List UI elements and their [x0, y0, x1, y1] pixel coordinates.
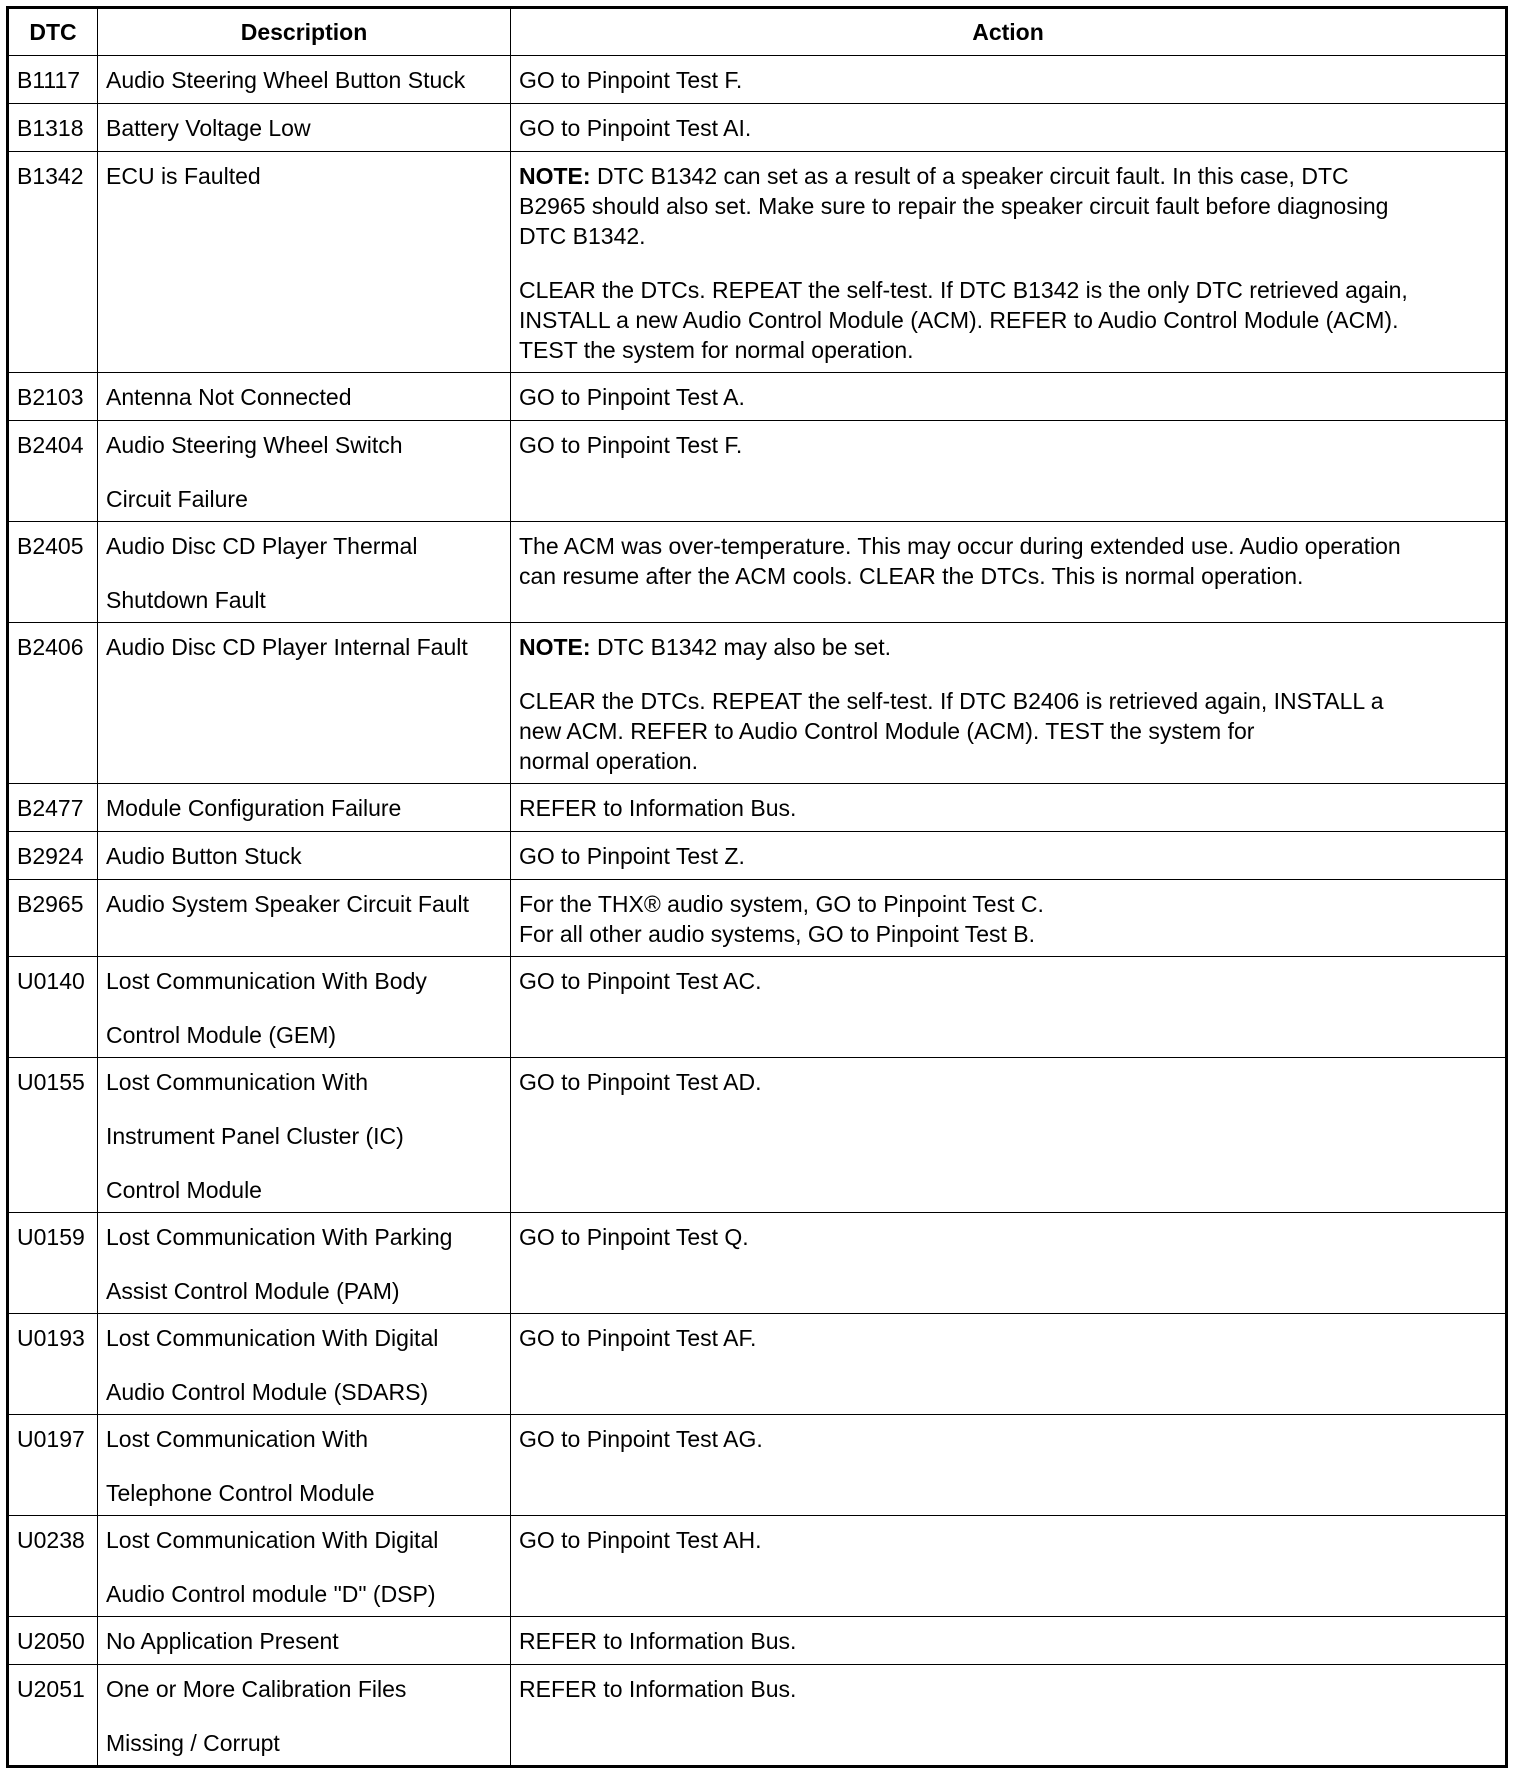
table-row — [8, 784, 1507, 832]
action-line — [519, 889, 1497, 919]
action-cell — [511, 1415, 1507, 1516]
action-paragraph — [519, 1067, 1497, 1097]
action-paragraph — [519, 113, 1497, 143]
action-paragraph — [519, 1674, 1497, 1704]
action-cell — [511, 880, 1507, 957]
action-cell — [511, 1058, 1507, 1213]
description-line: Control Module (GEM) — [106, 1022, 337, 1048]
action-line — [519, 1323, 1497, 1353]
description-cell — [98, 784, 511, 832]
action-text: DTC B1342 can set as a result of a speaker circuit fault. In this case, DTC — [590, 163, 1349, 189]
description-line: Audio Button Stuck — [106, 843, 302, 869]
description-line: Circuit Failure — [106, 486, 248, 512]
action-text: DTC B1342. — [519, 223, 646, 249]
dtc-code-cell: U0238 — [8, 1516, 98, 1617]
action-text: GO to Pinpoint Test AI. — [519, 115, 752, 141]
action-text: For the THX® audio system, GO to Pinpoint Test C. — [519, 891, 1044, 917]
dtc-code-cell: U0140 — [8, 957, 98, 1058]
action-cell — [511, 1314, 1507, 1415]
description-cell — [98, 373, 511, 421]
action-line — [519, 841, 1497, 871]
description-line: Control Module — [106, 1177, 262, 1203]
action-line — [519, 1626, 1497, 1656]
action-cell — [511, 152, 1507, 373]
description-line: No Application Present — [106, 1628, 339, 1654]
action-line — [519, 1674, 1497, 1704]
action-text: B2965 should also set. Make sure to repair the speaker circuit fault before diagnosing — [519, 193, 1389, 219]
description-cell — [98, 56, 511, 104]
table-row — [8, 1665, 1507, 1767]
action-cell — [511, 957, 1507, 1058]
action-paragraph — [519, 1626, 1497, 1656]
action-cell — [511, 784, 1507, 832]
table-row — [8, 1314, 1507, 1415]
description-line: Instrument Panel Cluster (IC) — [106, 1123, 404, 1149]
table-row — [8, 623, 1507, 784]
action-text: GO to Pinpoint Test AH. — [519, 1527, 762, 1553]
action-text: GO to Pinpoint Test F. — [519, 67, 743, 93]
description-line: Lost Communication With — [106, 1069, 369, 1095]
description-line: Lost Communication With Parking — [106, 1224, 453, 1250]
table-row — [8, 1516, 1507, 1617]
action-line — [519, 65, 1497, 95]
action-line — [519, 275, 1497, 305]
action-text: REFER to Information Bus. — [519, 1628, 797, 1654]
action-line — [519, 561, 1497, 591]
dtc-code-cell: B2406 — [8, 623, 98, 784]
description-line: Lost Communication With Body — [106, 968, 427, 994]
dtc-code-cell: U0197 — [8, 1415, 98, 1516]
dtc-code-cell: B2405 — [8, 522, 98, 623]
action-cell — [511, 522, 1507, 623]
description-cell — [98, 832, 511, 880]
action-text: can resume after the ACM cools. CLEAR the DTCs. This is normal operation. — [519, 563, 1304, 589]
table-row — [8, 104, 1507, 152]
action-paragraph — [519, 531, 1497, 591]
table-row — [8, 1617, 1507, 1665]
action-text: CLEAR the DTCs. REPEAT the self-test. If DTC B1342 is the only DTC retrieved again, — [519, 277, 1408, 303]
description-line: ECU is Faulted — [106, 163, 261, 189]
table-row — [8, 880, 1507, 957]
description-line: Audio Disc CD Player Internal Fault — [106, 634, 468, 660]
table-header-row — [8, 8, 1507, 56]
action-text: For all other audio systems, GO to Pinpoint Test B. — [519, 921, 1036, 947]
table-row — [8, 957, 1507, 1058]
note-label: NOTE: — [519, 163, 591, 189]
action-line — [519, 716, 1497, 746]
description-line: Lost Communication With Digital — [106, 1527, 439, 1553]
dtc-code-cell: B1318 — [8, 104, 98, 152]
table-row — [8, 1058, 1507, 1213]
header-action: Action — [511, 8, 1507, 56]
action-text: GO to Pinpoint Test F. — [519, 432, 743, 458]
dtc-code-cell: U2051 — [8, 1665, 98, 1767]
action-text: REFER to Information Bus. — [519, 795, 797, 821]
action-line — [519, 161, 1497, 191]
action-line — [519, 966, 1497, 996]
description-line: Assist Control Module (PAM) — [106, 1278, 400, 1304]
description-line: Audio Steering Wheel Switch — [106, 432, 403, 458]
dtc-code-cell: B2924 — [8, 832, 98, 880]
action-paragraph — [519, 382, 1497, 412]
dtc-code-cell: U0159 — [8, 1213, 98, 1314]
action-text: The ACM was over-temperature. This may occur during extended use. Audio operation — [519, 533, 1401, 559]
action-line — [519, 1067, 1497, 1097]
action-line — [519, 1525, 1497, 1555]
description-cell — [98, 1617, 511, 1665]
description-line: One or More Calibration Files — [106, 1676, 407, 1702]
header-dtc: DTC — [8, 8, 98, 56]
description-cell — [98, 880, 511, 957]
action-paragraph — [519, 1323, 1497, 1353]
description-cell — [98, 1415, 511, 1516]
description-cell — [98, 421, 511, 522]
description-line: Audio Steering Wheel Button Stuck — [106, 67, 466, 93]
dtc-code-cell: B2404 — [8, 421, 98, 522]
table-row — [8, 1213, 1507, 1314]
action-text: REFER to Information Bus. — [519, 1676, 797, 1702]
action-text: CLEAR the DTCs. REPEAT the self-test. If DTC B2406 is retrieved again, INSTALL a — [519, 688, 1384, 714]
action-text: GO to Pinpoint Test A. — [519, 384, 745, 410]
action-paragraph — [519, 65, 1497, 95]
dtc-table — [6, 6, 1508, 1768]
action-text: GO to Pinpoint Test AF. — [519, 1325, 757, 1351]
action-line — [519, 793, 1497, 823]
description-cell — [98, 1314, 511, 1415]
description-cell — [98, 522, 511, 623]
table-row — [8, 421, 1507, 522]
action-line — [519, 632, 1497, 662]
dtc-code-cell: U0193 — [8, 1314, 98, 1415]
action-line — [519, 531, 1497, 561]
action-cell — [511, 373, 1507, 421]
dtc-code-cell: B1342 — [8, 152, 98, 373]
dtc-code-cell: B2103 — [8, 373, 98, 421]
description-line: Module Configuration Failure — [106, 795, 402, 821]
action-paragraph — [519, 632, 1497, 662]
action-cell — [511, 832, 1507, 880]
description-line: Antenna Not Connected — [106, 384, 352, 410]
action-cell — [511, 623, 1507, 784]
action-line — [519, 382, 1497, 412]
action-cell — [511, 1516, 1507, 1617]
action-line — [519, 113, 1497, 143]
action-paragraph — [519, 966, 1497, 996]
action-text: GO to Pinpoint Test AC. — [519, 968, 762, 994]
action-line — [519, 191, 1497, 221]
action-line — [519, 305, 1497, 335]
description-cell — [98, 104, 511, 152]
action-line — [519, 1424, 1497, 1454]
action-line — [519, 430, 1497, 460]
description-cell — [98, 1058, 511, 1213]
dtc-code-cell: B1117 — [8, 56, 98, 104]
dtc-code-cell: B2477 — [8, 784, 98, 832]
table-row — [8, 522, 1507, 623]
table-row — [8, 832, 1507, 880]
description-cell — [98, 957, 511, 1058]
description-cell — [98, 1665, 511, 1767]
action-line — [519, 1222, 1497, 1252]
action-paragraph — [519, 1222, 1497, 1252]
action-paragraph — [519, 430, 1497, 460]
table-row — [8, 373, 1507, 421]
action-paragraph — [519, 161, 1497, 251]
action-cell — [511, 421, 1507, 522]
action-cell — [511, 56, 1507, 104]
dtc-code-cell: U0155 — [8, 1058, 98, 1213]
description-line: Audio Disc CD Player Thermal — [106, 533, 418, 559]
description-line: Lost Communication With Digital — [106, 1325, 439, 1351]
action-text: DTC B1342 may also be set. — [590, 634, 891, 660]
action-cell — [511, 1665, 1507, 1767]
description-line: Telephone Control Module — [106, 1480, 375, 1506]
action-text: new ACM. REFER to Audio Control Module (ACM). TEST the system for — [519, 718, 1255, 744]
description-cell — [98, 1516, 511, 1617]
action-paragraph — [519, 686, 1497, 776]
action-line — [519, 221, 1497, 251]
action-text: TEST the system for normal operation. — [519, 337, 914, 363]
dtc-code-cell: B2965 — [8, 880, 98, 957]
action-paragraph — [519, 1525, 1497, 1555]
action-line — [519, 335, 1497, 365]
action-text: GO to Pinpoint Test Q. — [519, 1224, 749, 1250]
action-paragraph — [519, 1424, 1497, 1454]
action-cell — [511, 1213, 1507, 1314]
table-body — [8, 56, 1507, 1767]
action-paragraph — [519, 841, 1497, 871]
action-text: GO to Pinpoint Test Z. — [519, 843, 745, 869]
action-cell — [511, 104, 1507, 152]
description-line: Audio Control module "D" (DSP) — [106, 1581, 436, 1607]
action-line — [519, 919, 1497, 949]
description-line: Battery Voltage Low — [106, 115, 311, 141]
action-line — [519, 746, 1497, 776]
description-line: Lost Communication With — [106, 1426, 369, 1452]
header-description: Description — [98, 8, 511, 56]
table-row — [8, 152, 1507, 373]
action-cell — [511, 1617, 1507, 1665]
action-paragraph — [519, 889, 1497, 949]
table-row — [8, 56, 1507, 104]
action-text: GO to Pinpoint Test AG. — [519, 1426, 763, 1452]
description-cell — [98, 623, 511, 784]
action-text: GO to Pinpoint Test AD. — [519, 1069, 762, 1095]
table-row — [8, 1415, 1507, 1516]
description-line: Missing / Corrupt — [106, 1730, 280, 1756]
action-paragraph — [519, 793, 1497, 823]
description-cell — [98, 1213, 511, 1314]
action-line — [519, 686, 1497, 716]
note-label: NOTE: — [519, 634, 591, 660]
description-line: Shutdown Fault — [106, 587, 266, 613]
dtc-code-cell: U2050 — [8, 1617, 98, 1665]
action-text: normal operation. — [519, 748, 698, 774]
description-cell — [98, 152, 511, 373]
description-line: Audio Control Module (SDARS) — [106, 1379, 429, 1405]
description-line: Audio System Speaker Circuit Fault — [106, 891, 470, 917]
action-text: INSTALL a new Audio Control Module (ACM). REFER to Audio Control Module (ACM). — [519, 307, 1399, 333]
action-paragraph — [519, 275, 1497, 365]
